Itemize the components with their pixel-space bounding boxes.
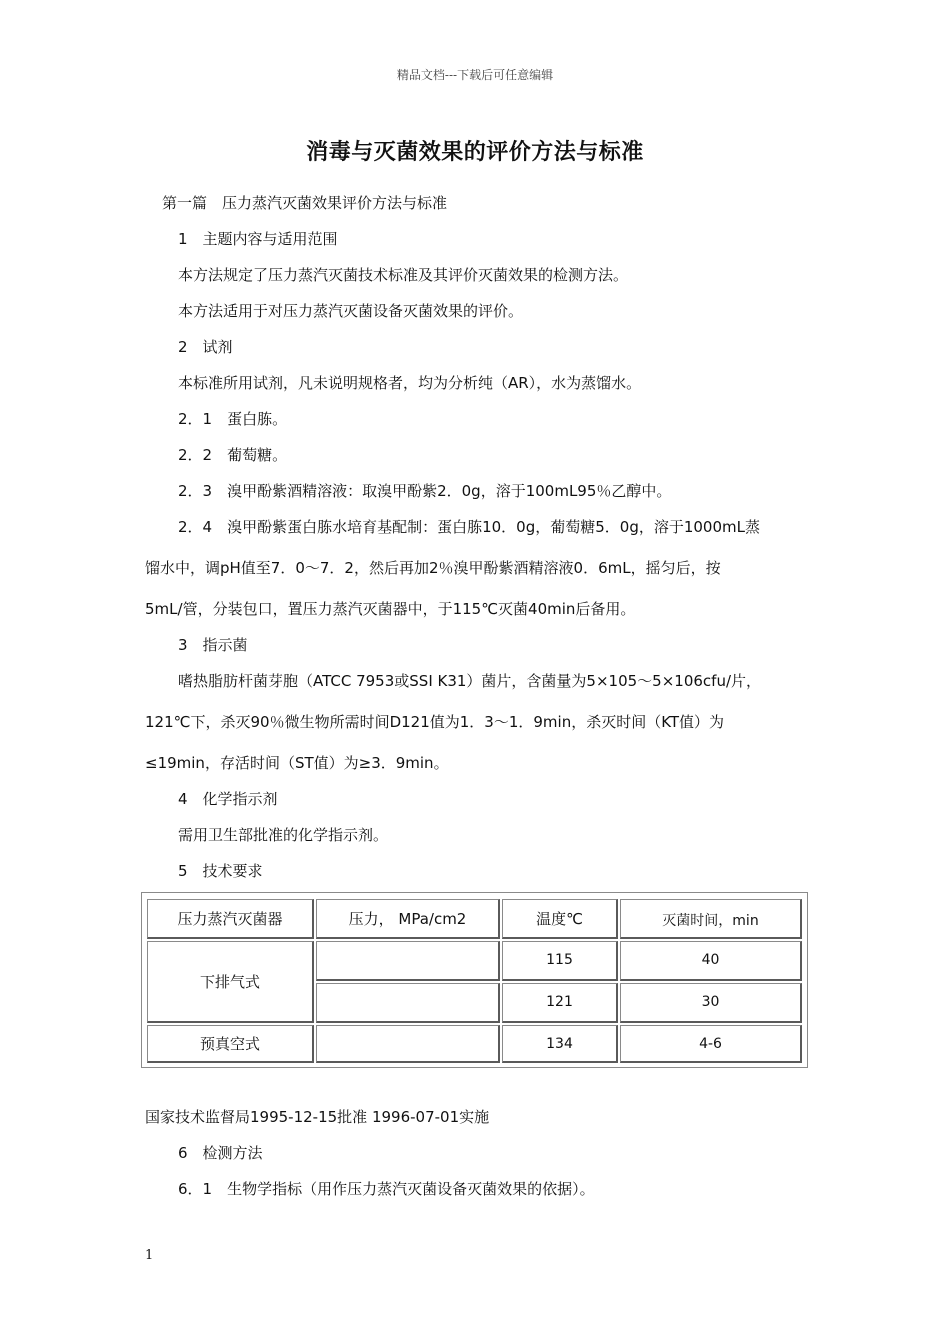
table-cell-type: 预真空式 [147,1025,314,1063]
table-cell-temp: 121 [502,983,618,1023]
subsection-heading: 2 试剂 [178,338,233,356]
sterilization-spec-table [141,892,808,1068]
paragraph-line: 2．4 溴甲酚紫蛋白胨水培育基配制：蛋白胨10．0g，葡萄糖5．0g，溶于1000mL蒸 [178,518,760,536]
table-cell-time: 30 [620,983,802,1023]
paragraph-line: 121℃下，杀灭90％微生物所需时间D121值为1．3～1．9min，杀灭时间（KT值）为 [145,713,725,731]
subsection-heading: 4 化学指示剂 [178,790,278,808]
page-number: 1 [145,1248,154,1263]
approval-note: 国家技术监督局1995-12-15批准 1996-07-01实施 [145,1108,490,1126]
table-cell-pressure [316,1025,500,1063]
paragraph-line: 馏水中，调pH值至7．0～7．2，然后再加2％溴甲酚紫酒精溶液0．6mL，摇匀后，按 [145,559,721,577]
paragraph-line: 本方法规定了压力蒸汽灭菌技术标准及其评价灭菌效果的检测方法。 [178,266,629,284]
table-cell-temp: 134 [502,1025,618,1063]
paragraph-line: 需用卫生部批准的化学指示剂。 [178,826,389,844]
paragraph-line: 5mL/管，分装包口，置压力蒸汽灭菌器中，于115℃灭菌40min后备用。 [145,600,636,618]
subsection-heading: 6 检测方法 [178,1144,263,1162]
table-header-cell: 温度℃ [502,899,618,939]
paragraph-line: 本标准所用试剂，凡未说明规格者，均为分析纯（AR），水为蒸馏水。 [178,374,642,392]
table-cell-type: 下排气式 [147,941,314,1023]
table-cell-temp: 115 [502,941,618,981]
table-cell-time: 4-6 [620,1025,802,1063]
document-title: 消毒与灭菌效果的评价方法与标准 [306,140,644,165]
paragraph-line: 2．2 葡萄糖。 [178,446,288,464]
paragraph-line: 6．1 生物学指标（用作压力蒸汽灭菌设备灭菌效果的依据）。 [178,1180,595,1198]
paragraph-line: 2．1 蛋白胨。 [178,410,288,428]
page-header: 精品文档---下载后可任意编辑 [396,68,554,82]
paragraph-line: 嗜热脂肪杆菌芽胞（ATCC 7953或SSI K31）菌片，含菌量为5×105～5×106cfu/片， [178,672,762,690]
section-heading: 第一篇 压力蒸汽灭菌效果评价方法与标准 [162,194,448,212]
subsection-heading: 3 指示菌 [178,636,248,654]
table-header-cell: 压力， MPa/cm2 [316,899,500,939]
table-header-cell: 压力蒸汽灭菌器 [147,899,314,939]
subsection-heading: 1 主题内容与适用范围 [178,230,338,248]
table-header-cell: 灭菌时间，min [620,899,802,939]
table-cell-pressure [316,941,500,981]
paragraph-line: 本方法适用于对压力蒸汽灭菌设备灭菌效果的评价。 [178,302,524,320]
paragraph-line: ≤19min，存活时间（ST值）为≥3．9min。 [145,754,449,772]
subsection-heading: 5 技术要求 [178,862,263,880]
paragraph-line: 2．3 溴甲酚紫酒精溶液：取溴甲酚紫2．0g，溶于100mL95％乙醇中。 [178,482,672,500]
table-cell-pressure [316,983,500,1023]
table-cell-time: 40 [620,941,802,981]
